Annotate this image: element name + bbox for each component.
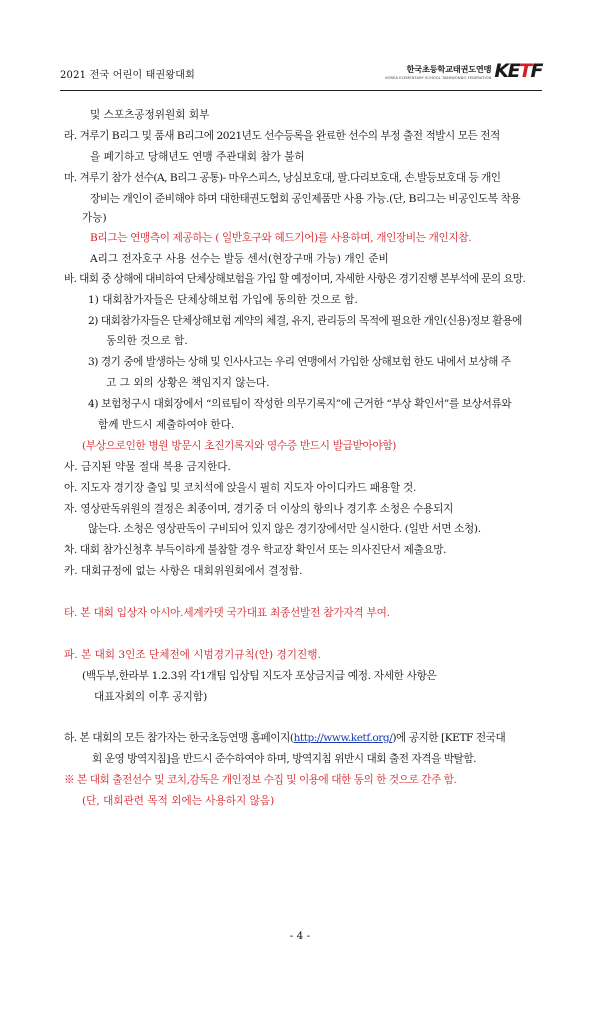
text-line: 회 운영 방역지침]을 반드시 준수하여야 하며, 방역지침 위반시 대회 출전 자격을 박탈함. xyxy=(92,753,477,765)
text-line: 자. 영상판독위원의 결정은 최종이며, 경기중 더 이상의 항의나 경기후 소청은 수용되지 xyxy=(64,503,454,515)
text-segment: )에 공지한 [KETF 전국대 xyxy=(392,732,506,744)
text-line: 바. 대회 중 상해에 대비하여 단체상해보험을 가입 할 예정이며, 자세한 사항은 경기진행 본부석에 문의 요망. xyxy=(64,273,526,285)
homepage-link[interactable]: http://www.ketf.org/ xyxy=(293,732,393,744)
logo-mark-accent: T xyxy=(519,60,531,82)
text-line: 4) 보험청구시 대회장에서 “의료팀이 작성한 의무기록지”에 근거한 “부상 확인서”를 보상서류와 xyxy=(88,398,512,410)
logo-english-name: KOREA ELEMENTARY SCHOOL TAEKWONDO FEDERATION xyxy=(385,75,492,80)
document-title: 2021 전국 어린이 태권왕대회 xyxy=(60,70,195,81)
text-segment: 하. 본 대회의 모든 참가자는 한국초등연맹 홈페이지( xyxy=(64,732,294,744)
page-number: - 4 - xyxy=(289,930,311,942)
text-line: 차. 대회 참가신청후 부득이하게 불참할 경우 학교장 확인서 또는 의사진단서 제출요망. xyxy=(64,544,447,556)
text-line: 아. 지도자 경기장 출입 및 코치석에 앉을시 필히 지도자 아이디카드 패용할 것. xyxy=(64,482,417,494)
text-line: 카. 대회규정에 없는 사항은 대회위원회에서 결정함. xyxy=(64,565,303,577)
logo-korean-name: 한국초등학교태권도연맹 xyxy=(406,63,492,74)
text-line: B리그는 연맹측이 제공하는 ( 일반호구와 헤드기어)를 사용하며, 개인장비는 개인지참. xyxy=(90,232,472,244)
text-line: 마. 겨루기 참가 선수(A, B리그 공통)- 마우스피스, 낭심보호대, 팔.다리보호대, 손.발등보호대 등 개인 xyxy=(64,172,501,184)
text-line: ※ 본 대회 출전선수 및 코치,감독은 개인정보 수집 및 이용에 대한 동의 한 것으로 간주 함. xyxy=(64,774,457,786)
logo-mark-suffix: F xyxy=(530,60,542,82)
text-line: 고 그 외의 상황은 책임지지 않는다. xyxy=(106,377,270,389)
text-line: 않는다. 소청은 영상판독이 구비되어 있지 않은 경기장에서만 실시한다. (일반 서면 소청). xyxy=(88,523,481,535)
text-line: 을 폐기하고 당해년도 연맹 주관대회 참가 불허 xyxy=(90,151,305,163)
text-line: 타. 본 대회 입상자 아시아.세계카뎃 국가대표 최종선발전 참가자격 부여. xyxy=(64,607,390,619)
text-line: 가능) xyxy=(82,212,107,224)
text-line: 라. 겨루기 B리그 및 품새 B리그에 2021년도 선수등록을 완료한 선수의 부정 출전 적발시 모든 전적 xyxy=(64,130,500,142)
text-line: 사. 금지된 약물 절대 복용 금지한다. xyxy=(64,461,231,473)
text-line: 1) 대회참가자들은 단체상해보험 가입에 동의한 것으로 함. xyxy=(88,294,358,306)
text-line: (단, 대회관련 목적 외에는 사용하지 않음) xyxy=(82,795,275,807)
text-line: A리그 전자호구 사용 선수는 발등 센서(현장구매 가능) 개인 준비 xyxy=(90,253,389,265)
text-line: 2) 대회참가자들은 단체상해보험 계약의 체결, 유지, 관리등의 목적에 필요한 개인(신용)정보 활용에 xyxy=(88,315,522,327)
text-line: 함께 반드시 제출하여야 한다. xyxy=(98,419,235,431)
text-line: (백두부,한라부 1.2.3위 각1개팀 입상팀 지도자 포상금지급 예정. 자세한 사항은 xyxy=(82,670,437,682)
text-line: 동의한 것으로 함. xyxy=(106,335,188,347)
text-line: 3) 경기 중에 발생하는 상해 및 인사사고는 우리 연맹에서 가입한 상해보험 한도 내에서 보상해 주 xyxy=(88,356,511,368)
text-line: (부상으로인한 병원 방문시 초진기록지와 영수증 반드시 발급받아야함) xyxy=(82,440,397,452)
text-line: 대표자회의 이후 공지함) xyxy=(94,691,208,703)
text-line xyxy=(64,731,505,745)
logo-mark-prefix: KE xyxy=(494,60,520,82)
text-line: 및 스포츠공정위원회 회부 xyxy=(90,109,210,121)
text-line: 장비는 개인이 준비해야 하며 대한태권도협회 공인제품만 사용 가능.(단, B리그는 비공인도복 착용 xyxy=(90,193,521,205)
text-line: 파. 본 대회 3인조 단체전에 시범경기규칙(안) 경기진행. xyxy=(64,649,321,661)
